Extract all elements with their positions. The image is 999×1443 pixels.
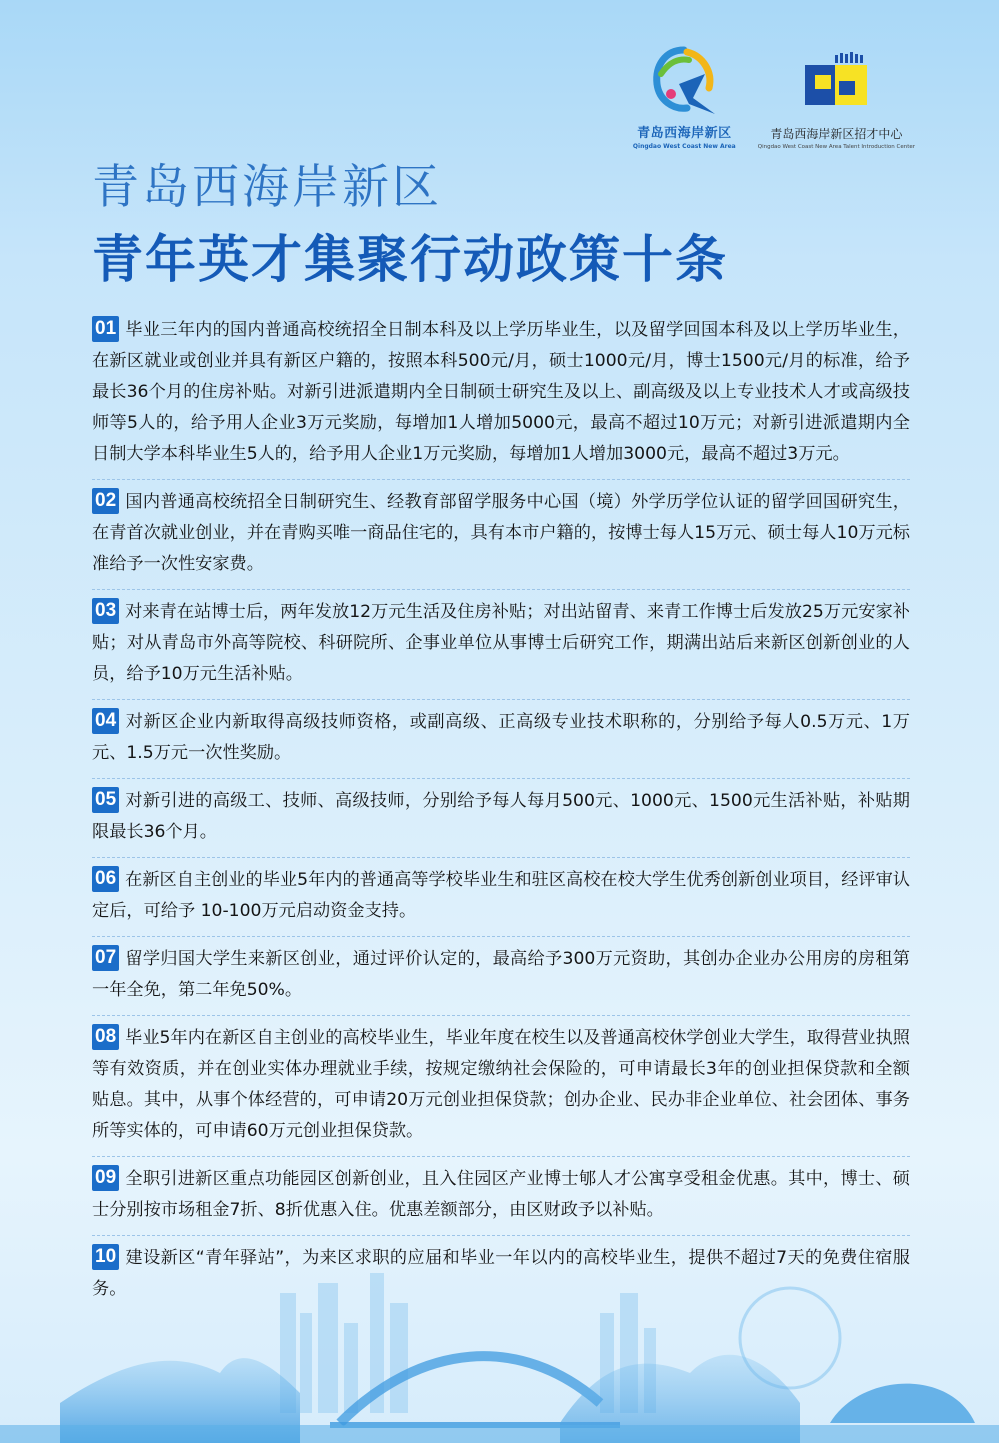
item-text: 国内普通高校统招全日制研究生、经教育部留学服务中心国（境）外学历学位认证的留学回国研究生，在青首次就业创业，并在青购买唯一商品住宅的，具有本市户籍的，按博士每人15万元、硕士每人10万元标准给予一次性安家费。: [92, 492, 910, 574]
item-number: 08: [92, 1024, 119, 1050]
item-text: 毕业5年内在新区自主创业的高校毕业生，毕业年度在校生以及普通高校休学创业大学生，取得营业执照等有效资质，并在创业实体办理就业手续，按规定缴纳社会保险的，可申请最长3年的创业担保贷款和全额贴息。其中，从事个体经营的，可申请20万元创业担保贷款；创办企业、民办非企业单位、社会团体、事务所等实体的，可申请60万元创业担保贷款。: [92, 1028, 910, 1141]
title-line2: 青年英才集聚行动政策十条: [92, 231, 729, 290]
item-number: 04: [92, 708, 119, 734]
item-text: 对来青在站博士后，两年发放12万元生活及住房补贴；对出站留青、来青工作博士后发放25万元安家补贴；对从青岛市外高等院校、科研院所、企事业单位从事博士后研究工作，期满出站后来新区创新创业的人员，给予10万元生活补贴。: [92, 602, 910, 684]
policy-item: [92, 1157, 910, 1236]
item-number: 05: [92, 787, 119, 813]
area-logo-en: Qingdao West Coast New Area: [632, 143, 736, 150]
logo-group: [633, 44, 915, 150]
policy-list: [92, 308, 910, 1314]
item-text: 对新区企业内新取得高级技师资格，或副高级、正高级专业技术职称的，分别给予每人0.5万元、1万元、1.5万元一次性奖励。: [92, 712, 910, 763]
title-line1: 青岛西海岸新区: [92, 160, 442, 215]
item-text: 毕业三年内的国内普通高校统招全日制本科及以上学历毕业生，以及留学回国本科及以上学历毕业生，在新区就业或创业并具有新区户籍的，按照本科500元/月，硕士1000元/月，博士1500元/月的标准，给予最长36个月的住房补贴。对新引进派遣期内全日制硕士研究生及以上、副高级及以上专业技术人才或高级技师等5人的，给予用人企业3万元奖励，每增加1人增加5000元，最高不超过10万元；对新引进派遣期内全日制大学本科毕业生5人的，给予用人企业1万元奖励，每增加1人增加3000元，最高不超过3万元。: [92, 320, 910, 464]
item-number: 10: [92, 1244, 119, 1270]
area-logo-icon: [649, 44, 719, 118]
policy-item: [92, 779, 910, 858]
item-text: 建设新区“青年驿站”，为来区求职的应届和毕业一年以内的高校毕业生，提供不超过7天的免费住宿服务。: [92, 1248, 910, 1299]
policy-item: [92, 590, 910, 700]
policy-item: [92, 858, 910, 937]
item-number: 06: [92, 866, 119, 892]
policy-item: [92, 308, 910, 480]
item-number: 03: [92, 598, 119, 624]
policy-item: [92, 480, 910, 590]
item-text: 全职引进新区重点功能园区创新创业，且入住园区产业博士郇人才公寓享受租金优惠。其中，博士、硕士分别按市场租金7折、8折优惠入住。优惠差额部分，由区财政予以补贴。: [92, 1169, 910, 1220]
item-number: 02: [92, 488, 119, 514]
policy-item: [92, 937, 910, 1016]
item-number: 07: [92, 945, 119, 971]
policy-item: [92, 700, 910, 779]
item-text: 留学归国大学生来新区创业，通过评价认定的，最高给予300万元资助，其创办企业办公用房的房租第一年全免，第二年免50%。: [92, 949, 910, 1000]
area-logo: [633, 44, 736, 150]
item-number: 09: [92, 1165, 119, 1191]
area-logo-cn: 青岛西海岸新区: [637, 126, 732, 141]
center-logo: [758, 51, 915, 150]
city-skyline-illustration: [0, 1253, 999, 1443]
item-number: 01: [92, 316, 119, 342]
center-logo-icon: [801, 51, 871, 111]
center-logo-cn: 青岛西海岸新区招才中心: [770, 127, 903, 141]
center-logo-en: Qingdao West Coast New Area Talent Introduction Center: [757, 144, 915, 150]
item-text: 对新引进的高级工、技师、高级技师，分别给予每人每月500元、1000元、1500元生活补贴，补贴期限最长36个月。: [92, 791, 910, 842]
item-text: 在新区自主创业的毕业5年内的普通高等学校毕业生和驻区高校在校大学生优秀创新创业项目，经评审认定后，可给予 10-100万元启动资金支持。: [92, 870, 910, 921]
policy-item: [92, 1016, 910, 1157]
